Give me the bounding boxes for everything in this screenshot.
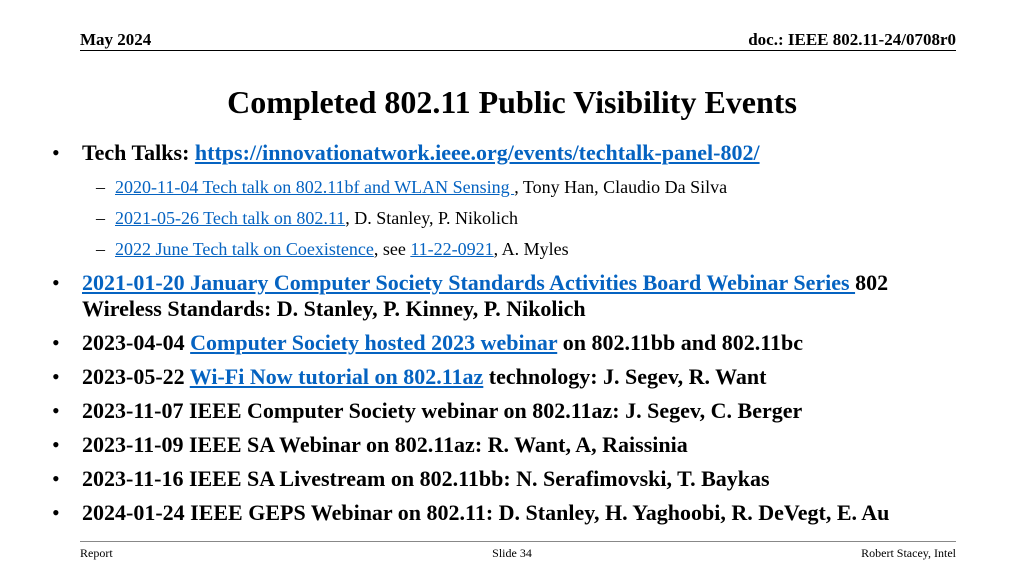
cs-webinar-2023-details: on 802.11bb and 802.11bc [557, 330, 803, 355]
bullet-dot: • [52, 466, 60, 491]
bullet-cs-webinar-az [52, 398, 964, 424]
tech-talk-2022-link[interactable]: 2022 June Tech talk on Coexistence [115, 239, 374, 259]
bullet-wifi-now-tutorial [52, 364, 964, 390]
webinar-2021-details: 802 Wireless Standards: D. Stanley, P. Kinney, P. Nikolich [82, 270, 889, 321]
tech-talk-2021-link[interactable]: 2021-05-26 Tech talk on 802.11 [115, 208, 346, 228]
bullet-geps-webinar [52, 500, 964, 526]
sub-bullet-tech-talk-2022 [52, 238, 964, 260]
header-doc-number: doc.: IEEE 802.11-24/0708r0 [748, 30, 956, 49]
bullet-text: 2024-01-24 IEEE GEPS Webinar on 802.11: D. Stanley, H. Yaghoobi, R. DeVegt, E. Au [82, 500, 890, 525]
tech-talks-label: Tech Talks: [82, 140, 195, 165]
bullet-sa-livestream-bb [52, 466, 964, 492]
sub-bullet-tech-talk-2020 [52, 176, 964, 198]
bullet-tech-talks [52, 140, 964, 166]
bullet-dot: • [52, 364, 60, 389]
slide-number: Slide 34 [492, 546, 532, 560]
bullet-dot: • [52, 500, 60, 525]
doc-11-22-0921-link[interactable]: 11-22-0921 [410, 239, 494, 259]
bullet-dot: • [52, 330, 60, 355]
slide-title: Completed 802.11 Public Visibility Events [227, 84, 797, 120]
bullet-text: 2023-11-09 IEEE SA Webinar on 802.11az: R. Want, A, Raissinia [82, 432, 688, 457]
tech-talk-2022-see: , see [373, 239, 411, 259]
wifi-now-tutorial-link[interactable]: Wi-Fi Now tutorial on 802.11az [189, 364, 484, 389]
footer-author: Robert Stacey, Intel [861, 546, 956, 560]
bullet-cs-webinar-2023 [52, 330, 964, 356]
bullet-dot: • [52, 140, 60, 165]
wifi-now-details: technology: J. Segev, R. Want [483, 364, 767, 389]
bullet-dot: • [52, 270, 60, 295]
bullet-sa-webinar-az [52, 432, 964, 458]
cs-webinar-2023-date: 2023-04-04 [82, 330, 191, 355]
sub-bullet-dash: – [96, 239, 105, 259]
cs-webinar-2023-link[interactable]: Computer Society hosted 2023 webinar [190, 330, 558, 355]
bullet-dot: • [52, 398, 60, 423]
tech-talk-2022-speakers: , A. Myles [493, 239, 569, 259]
tech-talk-2021-speakers: , D. Stanley, P. Nikolich [345, 208, 519, 228]
header-divider [80, 50, 956, 51]
webinar-2021-link[interactable]: 2021-01-20 January Computer Society Standards Activities Board Webinar Series [82, 270, 856, 295]
tech-talks-link[interactable]: https://innovationatwork.ieee.org/events/techtalk-panel-802/ [194, 140, 760, 165]
sub-bullet-dash: – [96, 177, 105, 197]
sub-bullet-tech-talk-2021 [52, 207, 964, 229]
bullet-text: 2023-11-07 IEEE Computer Society webinar on 802.11az: J. Segev, C. Berger [82, 398, 803, 423]
footer-label: Report [80, 546, 113, 560]
slide-body [52, 140, 964, 526]
tech-talk-2020-speakers: , Tony Han, Claudio Da Silva [514, 177, 728, 197]
tech-talk-2020-link[interactable]: 2020-11-04 Tech talk on 802.11bf and WLAN Sensing [115, 177, 515, 197]
wifi-now-date: 2023-05-22 [82, 364, 190, 389]
bullet-text: 2023-11-16 IEEE SA Livestream on 802.11bb: N. Serafimovski, T. Baykas [82, 466, 770, 491]
header-date: May 2024 [80, 30, 152, 49]
footer-divider [80, 541, 956, 542]
bullet-dot: • [52, 432, 60, 457]
sub-bullet-dash: – [96, 208, 105, 228]
bullet-webinar-2021 [52, 270, 964, 322]
